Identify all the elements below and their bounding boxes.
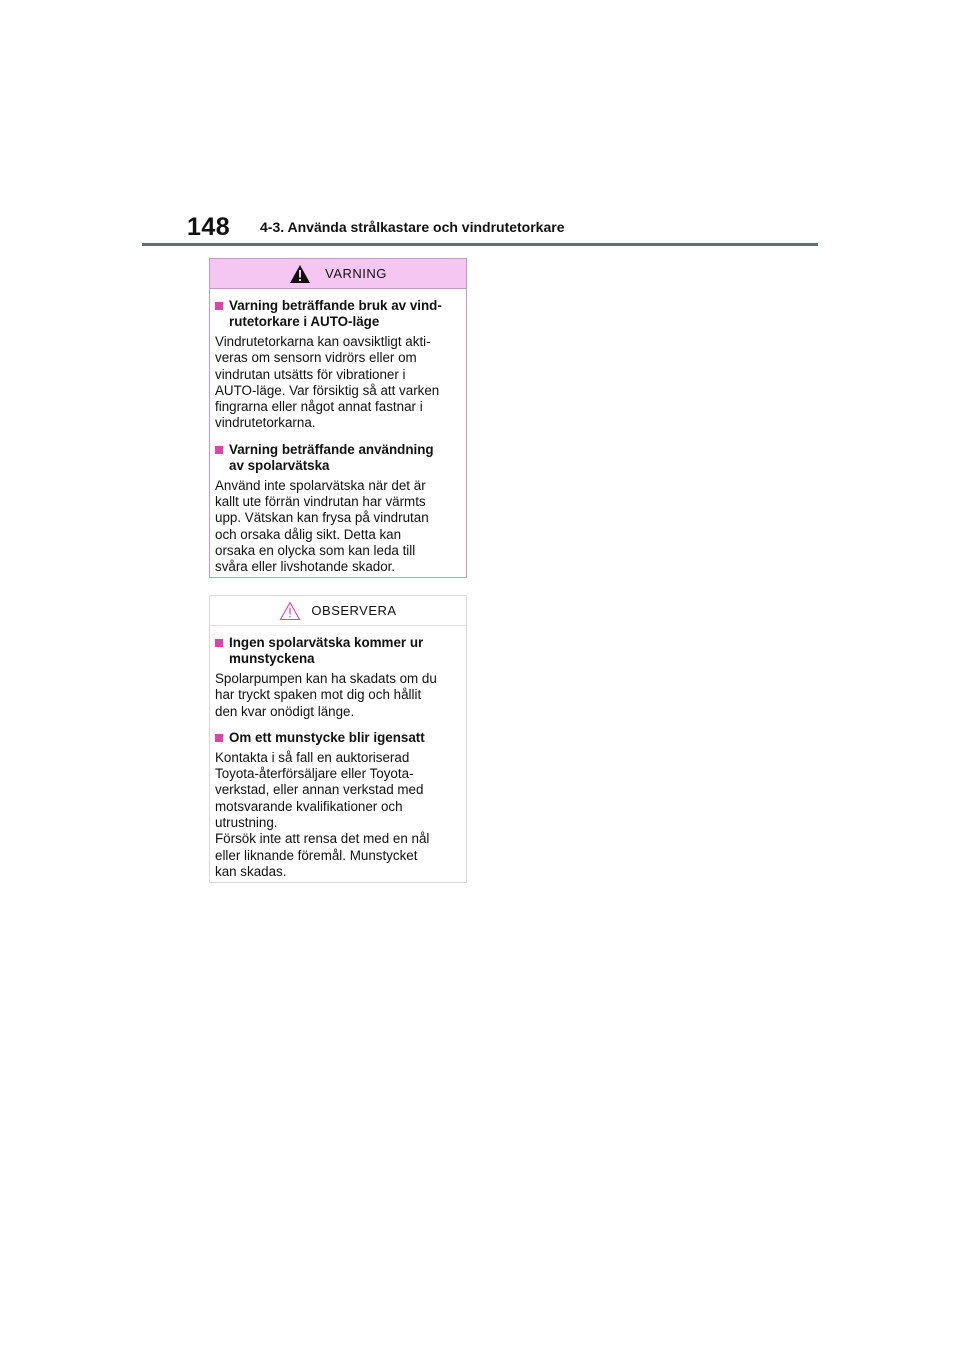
warning-triangle-icon <box>289 264 311 284</box>
square-bullet-icon <box>215 302 223 310</box>
warning-item-title: Varning beträffande användning av spolarvätska <box>229 441 434 473</box>
page-number: 148 <box>187 213 231 241</box>
warning-box-label: VARNING <box>325 266 387 281</box>
page-header <box>0 0 960 250</box>
warning-box <box>209 258 467 578</box>
notice-item <box>215 730 461 880</box>
warning-item-text: Vindrutetorkarna kan oavsiktligt akti- veras om sensorn vidrörs eller om vindrutan utsätts för vibrationer i AUTO-läge. Var försiktig så att varken fingrarna eller något annat fastnar i vindrutetorkarna. <box>215 334 440 431</box>
header-divider <box>142 243 818 246</box>
notice-box-label: OBSERVERA <box>311 603 397 618</box>
warning-item-title: Varning beträffande bruk av vind- rutetorkare i AUTO-läge <box>229 298 442 329</box>
caution-outline-triangle-icon <box>279 601 301 621</box>
notice-item-text: Kontakta i så fall en auktoriserad Toyota-återförsäljare eller Toyota- verkstad, eller annan verkstad med motsvarande kvalifikationer och utrustning. Försök inte att rensa det med en nål eller liknande föremål. Munstycket kan skadas. <box>215 749 430 879</box>
notice-box <box>209 595 467 883</box>
warning-item <box>215 442 461 576</box>
square-bullet-icon <box>215 639 223 647</box>
notice-item-title: Ingen spolarvätska kommer ur munstyckena <box>229 635 424 666</box>
warning-item-text: Använd inte spolarvätska när det är kallt ute förrän vindrutan har värmts upp. Vätskan kan frysa på vindrutan och orsaka dålig sikt. Detta kan orsaka en olycka som kan leda till svåra eller livshotande skador. <box>215 477 429 575</box>
notice-box-header <box>210 596 466 626</box>
notice-item <box>215 635 461 720</box>
notice-item-text: Spolarpumpen kan ha skadats om du har tryckt spaken mot dig och hållit den kvar onödigt länge. <box>215 671 437 719</box>
square-bullet-icon <box>215 734 223 742</box>
warning-box-header <box>210 259 466 289</box>
square-bullet-icon <box>215 446 223 454</box>
section-title: 4-3. Använda strålkastare och vindrutetorkare <box>260 219 565 235</box>
warning-item <box>215 298 461 432</box>
notice-item-title: Om ett munstycke blir igensatt <box>229 729 425 745</box>
